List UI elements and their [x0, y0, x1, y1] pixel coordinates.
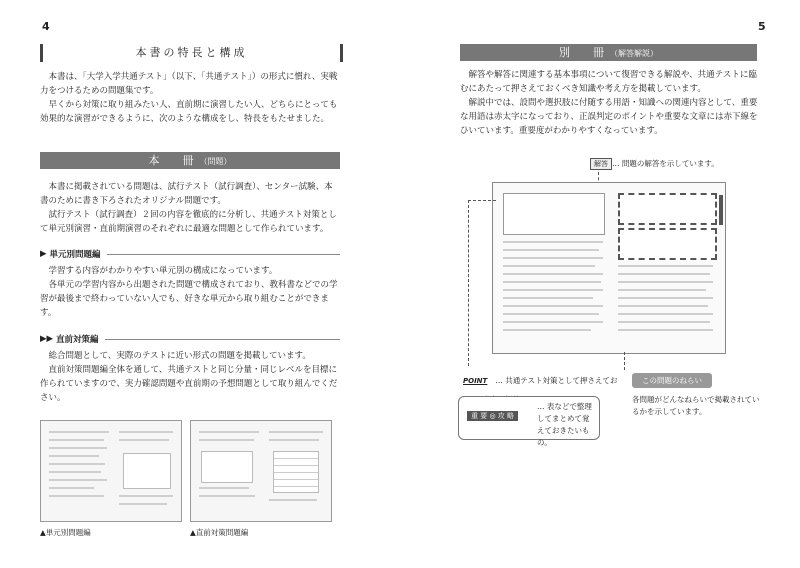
callout-kaitou	[590, 158, 719, 170]
point-note: … 共通テスト対策として押さえてお	[495, 376, 618, 385]
divider	[107, 254, 340, 255]
point-tag: POINT	[463, 377, 488, 385]
bessatsu-paragraph-2: 解説中では、設問や選択肢に付随する用語・知識への関連内容として、重要な用語は赤太字になっており、正誤判定のポイントや重要な文章には赤下線をひいています。重要度がわかりやすくなっています。	[460, 98, 758, 136]
nerai-tag: この問題のねらい	[632, 373, 712, 388]
chokuzen-heading-label: 直前対策編	[56, 335, 99, 345]
callout-seiri	[458, 396, 600, 447]
intro-paragraph-1: 本書は、「大学入学共通テスト」（以下、「共通テスト」）の形式に慣れ、実戦力をつけるための問題集です。	[40, 72, 338, 96]
chokuzen-paragraph-1: 総合問題として、実際のテストに近い形式の問題を掲載しています。	[48, 351, 311, 361]
honsatsu-title: 本 冊	[148, 154, 200, 167]
thumbnail-tangen	[40, 420, 182, 522]
honsatsu-subtitle: （問題）	[199, 157, 232, 166]
bessatsu-subtitle: （解答解説）	[610, 49, 658, 58]
tangen-heading-label: 単元別問題編	[49, 250, 101, 260]
chokuzen-heading	[40, 333, 340, 345]
chokuzen-section	[40, 349, 340, 405]
answer-page-thumbnail	[492, 182, 726, 354]
leader-line	[468, 200, 496, 202]
tangen-paragraph-1: 学習する内容がわかりやすい単元別の構成になっています。	[48, 266, 278, 276]
caption-tangen: ▲単元別問題編	[40, 528, 91, 537]
page-number-right: 5	[758, 20, 766, 33]
bessatsu-section	[460, 68, 760, 138]
tangen-heading	[40, 248, 340, 260]
page-title: 本書の特長と構成	[40, 44, 343, 62]
callout-nerai	[632, 368, 762, 418]
seiri-tag: 重 要 ◎ 攻 略	[467, 411, 518, 421]
caption-chokuzen: ▲直前対策問題編	[190, 528, 249, 537]
tangen-paragraph-2: 各単元の学習内容から出題された問題で構成されており、教科書などでの学習が最後まで終わっていない人でも、好きな単元から取り組むことができます。	[40, 280, 338, 318]
honsatsu-header	[40, 152, 340, 169]
tangen-section	[40, 264, 340, 320]
bessatsu-paragraph-1: 解答や解答に関連する基本事項について復習できる解説や、共通テストに臨むにあたって押さえておくべき知識や考え方を掲載しています。	[460, 70, 757, 94]
seiri-note: … 表などで整理してまとめて覚えておきたいもの。	[537, 402, 592, 447]
leader-line	[468, 200, 470, 366]
bessatsu-header	[460, 44, 757, 61]
leader-line	[624, 352, 626, 370]
honsatsu-paragraph-2: 試行テスト（試行調査）２回の内容を徹底的に分析し、共通テスト対策として単元別演習・直前期演習のそれぞれに最適な問題として作られています。	[40, 210, 337, 234]
intro-section	[40, 70, 340, 126]
thumbnail-chokuzen	[190, 420, 332, 522]
nerai-note: 各問題がどんなねらいで掲載されているかを示しています。	[632, 395, 760, 416]
kaitou-note: … 問題の解答を示しています。	[612, 159, 719, 168]
honsatsu-paragraph-1: 本書に掲載されている問題は、試行テスト（試行調査）、センター試験、本書のために書き下ろされたオリジナル問題です。	[40, 182, 333, 206]
divider	[105, 339, 340, 340]
triangle-icon: ▶	[40, 249, 50, 259]
kaitou-tag: 解答	[590, 158, 612, 170]
intro-paragraph-2: 早くから対策に取り組みたい人、直前期に演習したい人、どちらにとっても効果的な演習ができるように、次のような構成をし、特長をもたせました。	[40, 100, 338, 124]
page-number-left: 4	[42, 20, 50, 33]
chokuzen-paragraph-2: 直前対策問題編全体を通して、共通テストと同じ分量・同じレベルを目標に作られていますので、実力確認問題や直前期の予想問題として取り組んでください。	[40, 365, 338, 403]
honsatsu-section	[40, 180, 340, 236]
bessatsu-title: 別 冊	[559, 46, 610, 59]
double-triangle-icon: ▶▶	[40, 334, 57, 344]
